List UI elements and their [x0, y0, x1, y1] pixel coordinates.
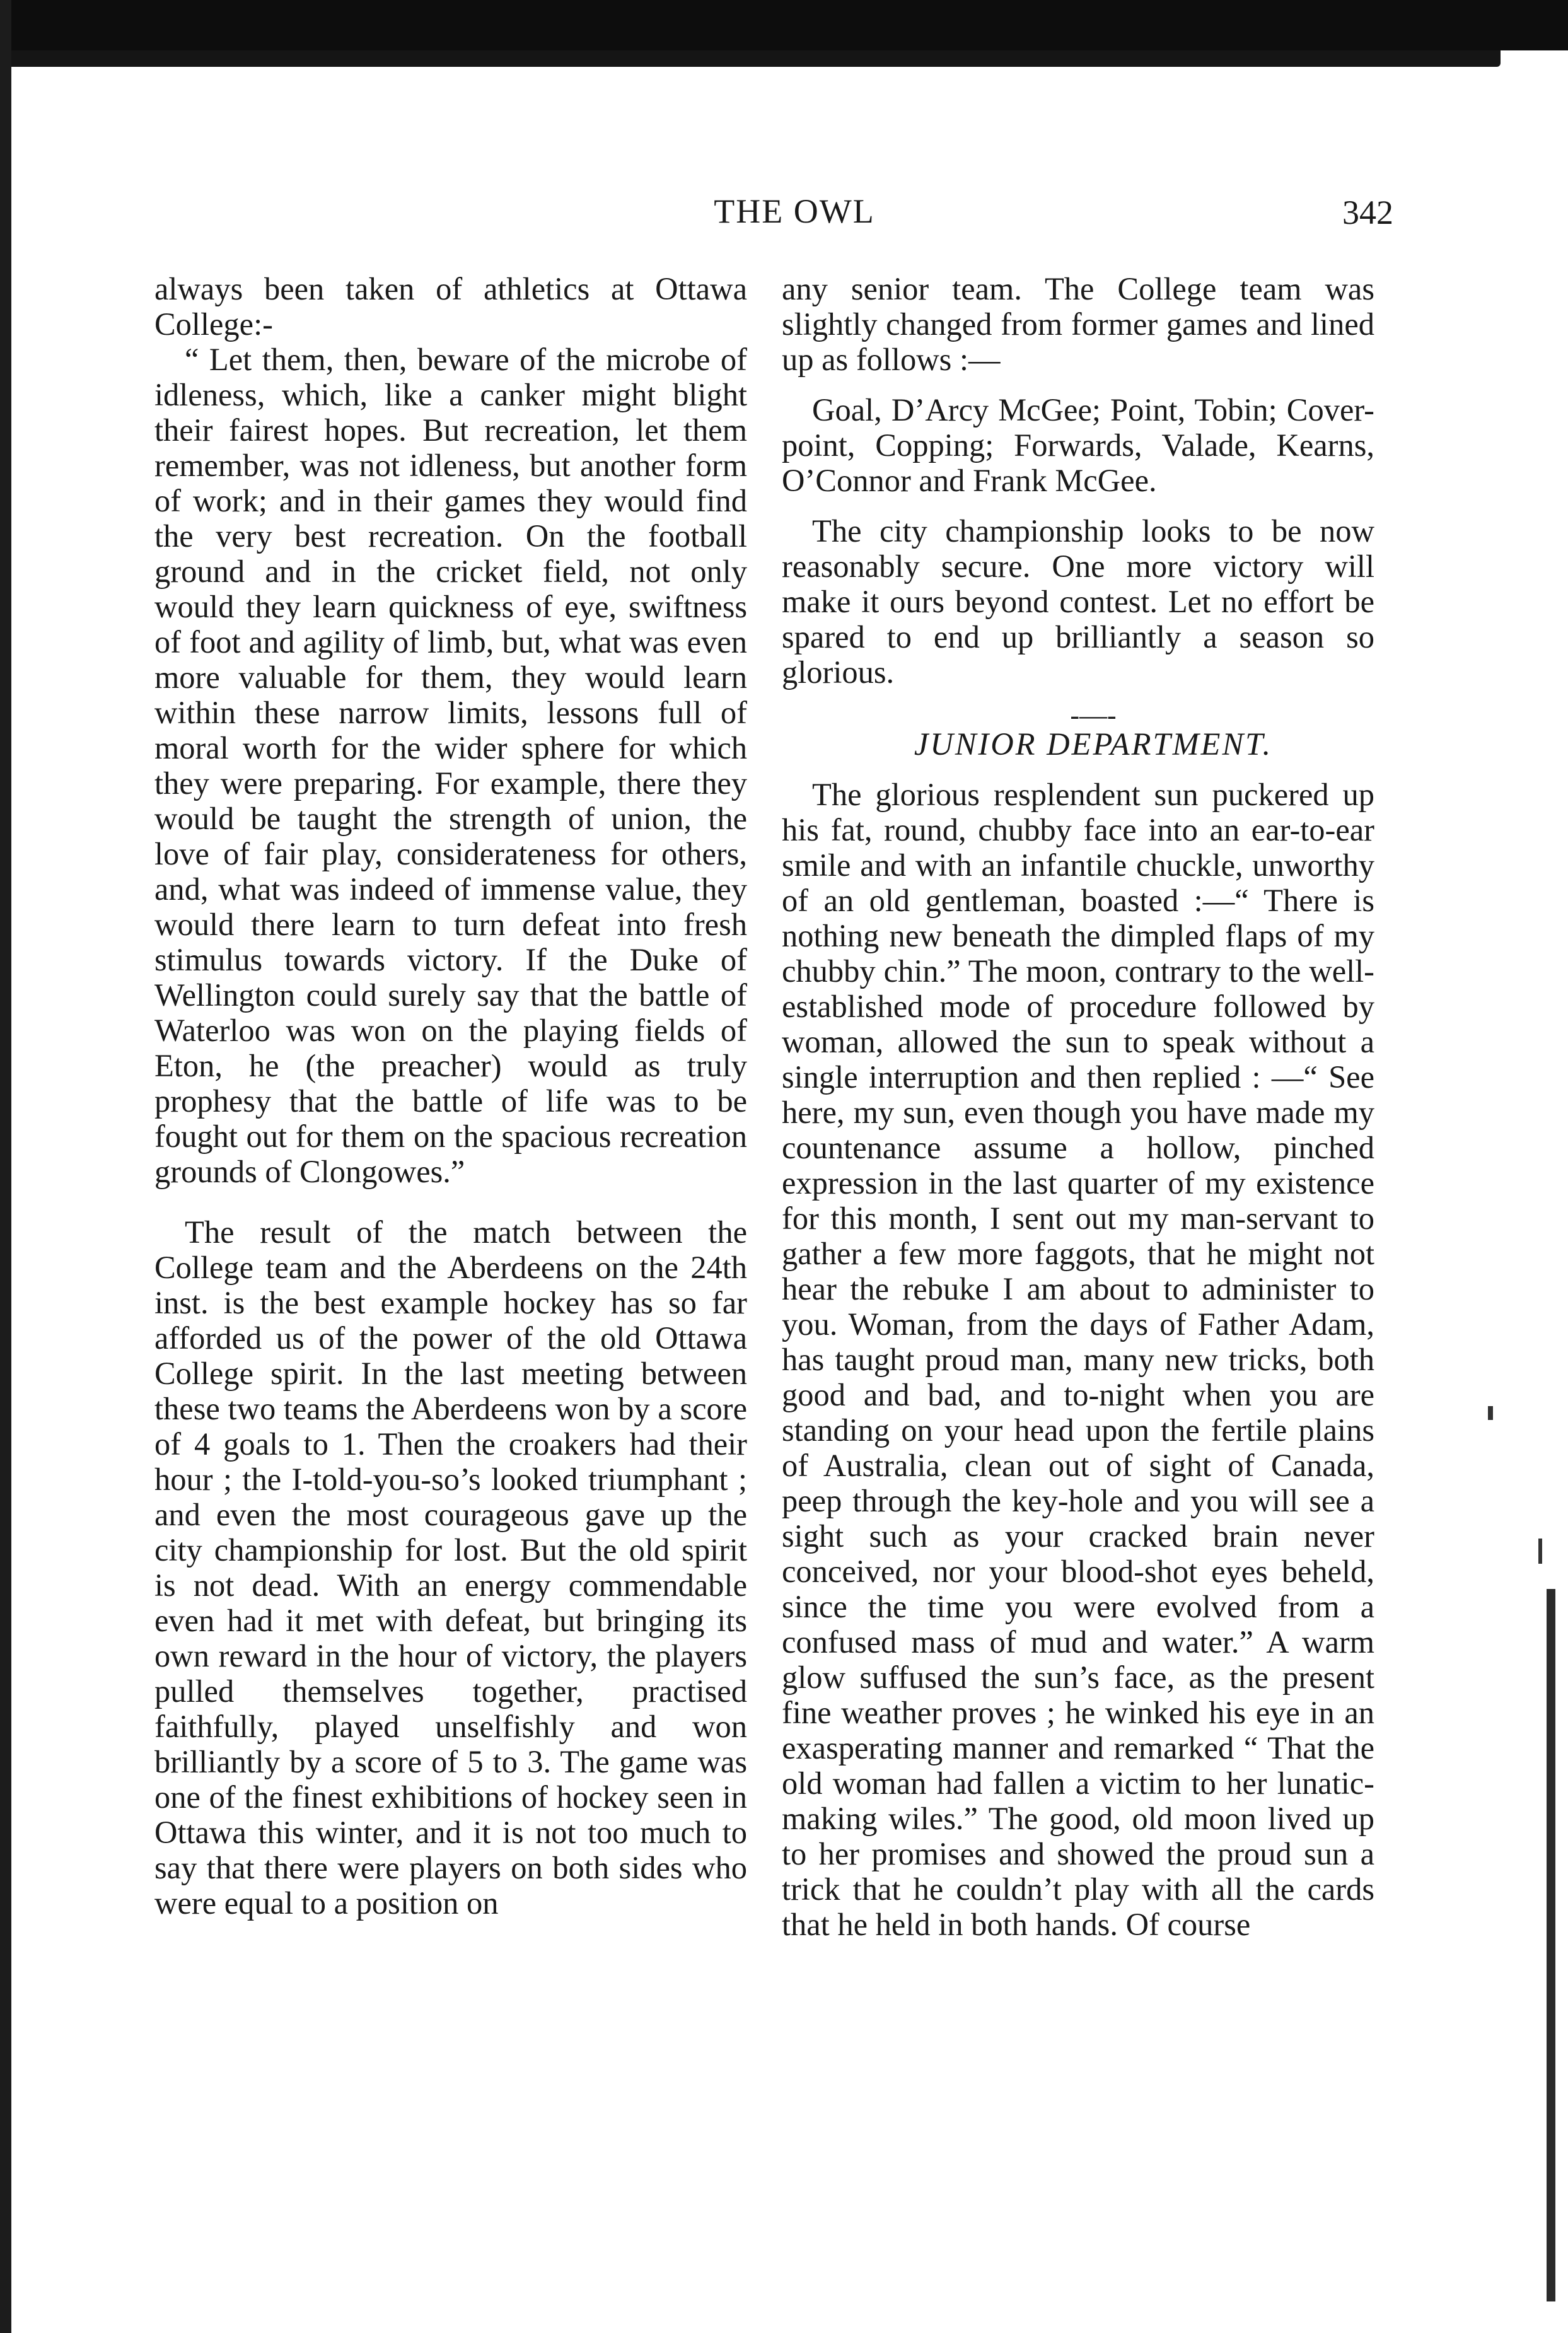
paragraph: any senior team. The College team was slightly changed from former games and lined up as follows :—: [782, 271, 1374, 377]
paragraph-gap: [782, 498, 1374, 513]
section-divider: -—-: [1070, 700, 1117, 731]
paragraph: Goal, D’Arcy McGee; Point, Tobin; Cover-point, Copping; Forwards, Valade, Kearns, O’Connor and Frank McGee.: [782, 392, 1374, 498]
scan-top-border: [0, 0, 1568, 50]
page-number: 342: [1342, 194, 1393, 231]
scan-left-border: [0, 0, 11, 2333]
paragraph-gap: [782, 377, 1374, 392]
scan-top-border-lip: [0, 50, 1501, 67]
scan-speck: [1488, 1406, 1493, 1420]
scan-speck: [1538, 1539, 1542, 1564]
paragraph: always been taken of athletics at Ottawa College:-: [154, 271, 747, 342]
running-title: THE OWL: [714, 192, 875, 230]
paragraph: The city championship looks to be now reasonably secure. One more victory will make it ours beyond contest. Let no effort be spared to end up brilliantly a season so glorious.: [782, 513, 1374, 690]
section-heading: JUNIOR DEPARTMENT.: [914, 726, 1273, 762]
paragraph-gap: [154, 1189, 747, 1214]
left-column: [154, 271, 747, 1921]
paragraph: The result of the match between the College team and the Aberdeens on the 24th inst. is the best example hockey has so far afforded us of the power of the old Ottawa College spirit. In the last meeting between these two teams the Aberdeens won by a score of 4 goals to 1. Then the croakers had their hour ; the I-told-you-so’s looked triumphant ; and even the most courageous gave up the city championship for lost. But the old spirit is not dead. With an energy commendable even had it met with defeat, but bringing its own reward in the hour of victory, the players pulled themselves together, practised faithfully, played unselfishly and won brilliantly by a score of 5 to 3. The game was one of the finest exhibitions of hockey seen in Ottawa this winter, and it is not too much to say that there were players on both sides who were equal to a position on: [154, 1214, 747, 1921]
paragraph-gap: [782, 762, 1374, 777]
scan-right-edge-shadow: [1547, 1589, 1555, 2301]
paragraph: “ Let them, then, beware of the microbe of idleness, which, like a canker might blight their fairest hopes. But recreation, let them remember, was not idleness, but another form of work; and in their games they would find the very best recreation. On the football ground and in the cricket field, not only would they learn quickness of eye, swiftness of foot and agility of limb, but, what was even more valuable for them, they would learn within these narrow limits, lessons full of moral worth for the wider sphere for which they were preparing. For example, there they would be taught the strength of union, the love of fair play, considerateness for others, and, what was indeed of immense value, they would there learn to turn defeat into fresh stimulus towards victory. If the Duke of Wellington could surely say that the battle of Waterloo was won on the playing fields of Eton, he (the preacher) would as truly prophesy that the battle of life was to be fought out for them on the spacious recreation grounds of Clongowes.”: [154, 342, 747, 1189]
right-column: [782, 271, 1374, 1942]
paragraph: The glorious resplendent sun puckered up his fat, round, chubby face into an ear-to-ear smile and with an infantile chuckle, unworthy of an old gentleman, boasted :—“ There is nothing new beneath the dimpled flaps of my chubby chin.” The moon, contrary to the well-established mode of procedure followed by woman, allowed the sun to speak without a single interruption and then replied : —“ See here, my sun, even though you have made my countenance assume a hollow, pinched expression in the last quarter of my existence for this month, I sent out my man-servant to gather a few more faggots, that he might not hear the rebuke I am about to administer to you. Woman, from the days of Father Adam, has taught proud man, many new tricks, both good and bad, and to-night when you are standing on your head upon the fertile plains of Australia, clean out of sight of Canada, peep through the key-hole and you will see a sight such as your cracked brain never conceived, nor your blood-shot eyes beheld, since the time you were evolved from a confused mass of mud and water.” A warm glow suffused the sun’s face, as the present fine weather proves ; he winked his eye in an exasperating manner and remarked “ That the old woman had fallen a victim to her lunatic-making wiles.” The good, old moon lived up to her promises and showed the proud sun a trick that he couldn’t play with all the cards that he held in both hands. Of course: [782, 777, 1374, 1942]
